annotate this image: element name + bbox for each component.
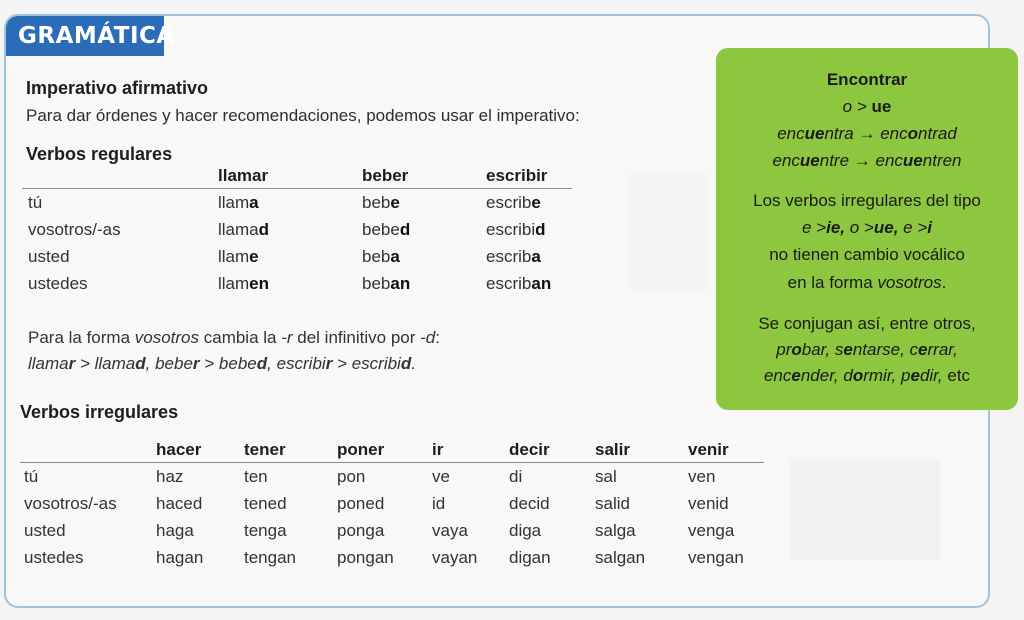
box-text: probar, sentarse, cerrar, [776,340,958,359]
verb-form: ten [244,467,268,486]
person-label: vosotros/-as [24,494,117,513]
verb-form: llame [218,247,259,266]
verb-form: haz [156,467,184,486]
verb-form: venid [688,494,729,513]
verb-form: vaya [432,521,468,540]
column-header: llamar [218,166,269,185]
verb-form: haced [156,494,203,513]
vowel-change: o > ue [842,97,892,116]
box-text: Se conjugan así, entre otros, [758,314,976,333]
box-text: e >ie, o >ue, e >i [802,218,932,237]
verb-form: vengan [688,548,744,567]
verb-form: pon [337,467,366,486]
verb-form: escriba [486,247,541,266]
column-header: poner [337,440,385,459]
vosotros-rule: Para la forma vosotros cambia la -r del infinitivo por -d: [28,328,440,347]
verb-form: ven [688,467,716,486]
verb-form: poned [337,494,385,513]
arrow-right-icon: → [858,124,876,143]
column-header: hacer [156,440,202,459]
person-label: ustedes [24,548,84,567]
verb-form: haga [156,521,194,540]
verb-form: ve [432,467,450,486]
intro-text: Para dar órdenes y hacer recomendaciones, podemos usar el imperativo: [26,106,580,125]
section-title: GRAMÁTICA [6,16,164,56]
regular-verbs-heading: Verbos regulares [26,144,173,164]
verb-form: ponga [337,521,385,540]
box-text: encender, dormir, pedir, etc [763,366,971,385]
verb-form: id [432,494,446,513]
verb-form: pongan [337,548,394,567]
verb-form: salid [595,494,630,513]
verb-form: tengan [244,548,296,567]
person-label: tú [24,467,39,486]
verb-form: bebe [362,193,400,212]
box-text: en la forma vosotros. [787,273,947,292]
box-title: Encontrar [826,70,908,89]
column-header: salir [595,440,630,459]
verb-form: venga [688,521,735,540]
verb-form: di [509,467,523,486]
person-label: vosotros/-as [28,220,121,239]
irregular-verbs-heading: Verbos irregulares [20,402,179,422]
verb-form: beba [362,247,400,266]
column-header: escribir [486,166,548,185]
verb-form: hagan [156,548,204,567]
verb-form: digan [509,548,551,567]
verb-form: escribe [486,193,541,212]
column-header: beber [362,166,409,185]
box-text: no tienen cambio vocálico [769,245,965,264]
verb-form: escriban [486,274,552,293]
verb-form: salga [595,521,636,540]
column-header: tener [244,440,286,459]
verb-form: diga [509,521,542,540]
column-header: decir [509,440,550,459]
verb-form: salgan [595,548,646,567]
person-label: usted [28,247,70,266]
arrow-right-icon: → [853,151,871,170]
verb-form: escribid [486,220,546,239]
verb-form: beban [362,274,411,293]
column-header: venir [688,440,729,459]
verb-form: llamen [218,274,270,293]
table-divider [20,462,764,463]
person-label: tú [28,193,43,212]
verb-form: bebed [362,220,411,239]
verb-form: vayan [432,548,478,567]
encontrar-note-box [716,48,1018,410]
person-label: ustedes [28,274,88,293]
verb-form: decid [509,494,550,513]
verb-form: sal [595,467,617,486]
verb-form: tened [244,494,287,513]
vosotros-examples: llamar > llamad, beber > bebed, escribir > escribid. [28,354,416,373]
example-ustedes: encuentre → encuentren [772,151,962,170]
column-header: ir [432,440,444,459]
verb-form: tenga [244,521,287,540]
verb-form: llamad [218,220,270,239]
imperative-heading: Imperativo afirmativo [26,78,209,98]
box-text: Los verbos irregulares del tipo [753,191,981,210]
table-divider [22,188,572,189]
example-vosotros: encuentra → encontrad [777,124,957,143]
verb-form: llama [218,193,259,212]
person-label: usted [24,521,66,540]
